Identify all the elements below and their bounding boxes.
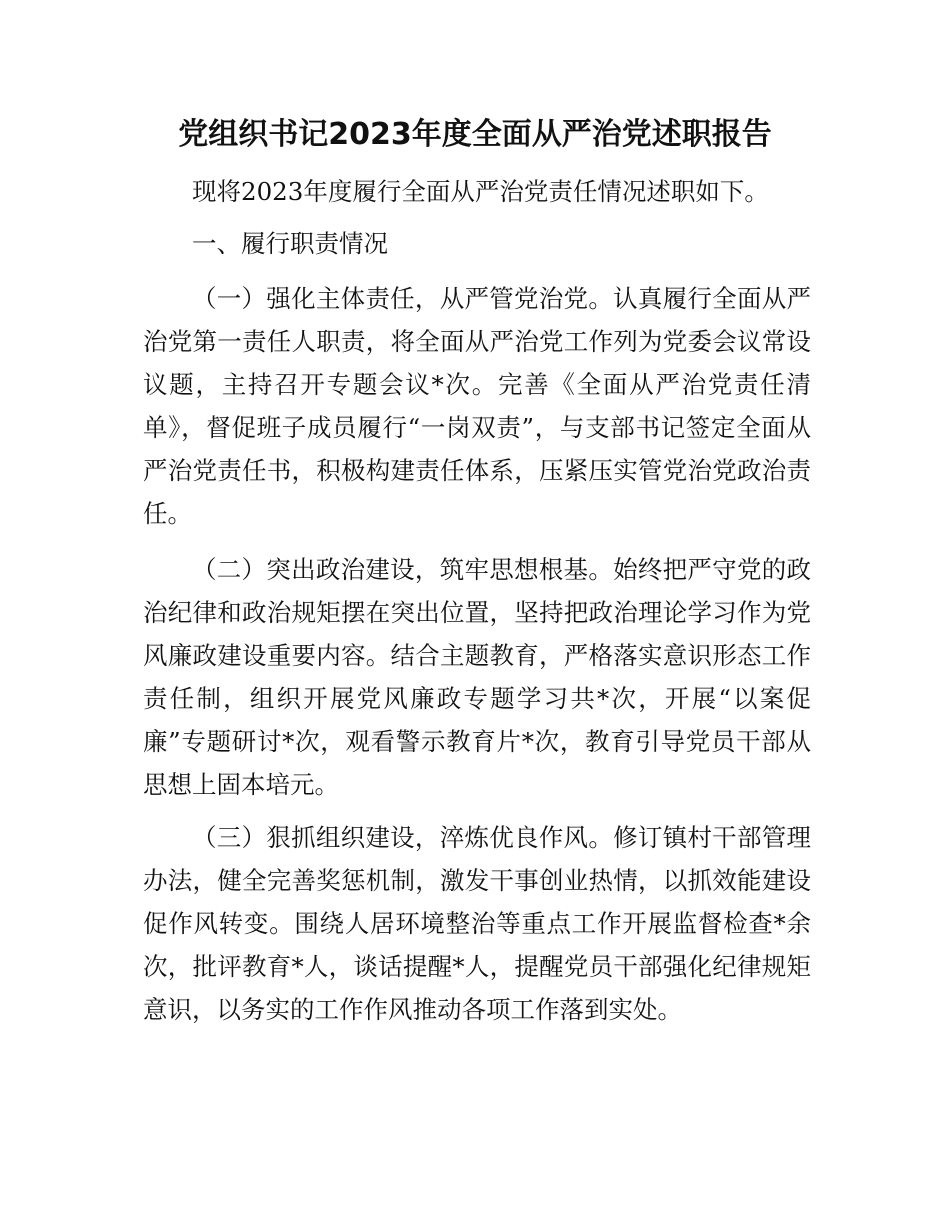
section-heading: 一、履行职责情况 [192,229,388,258]
paragraph-2: （二）突出政治建设，筑牢思想根基。始终把严守党的政治纪律和政治规矩摆在突出位置，坚持把政治理论学习作为党风廉政建设重要内容。结合主题教育，严格落实意识形态工作责任制，组织开展党风廉政专题学习共*次，开展“以案促廉”专题研讨*次，观看警示教育片*次，教育引导党员干部从思想上固本培元。 [143,555,811,799]
paragraph-1: （一）强化主体责任，从严管党治党。认真履行全面从严治党第一责任人职责，将全面从严治党工作列为党委会议常设议题，主持召开专题会议*次。完善《全面从严治党责任清单》，督促班子成员履行“一岗双责”，与支部书记签定全面从严治党责任书，积极构建责任体系，压紧压实管党治党政治责任。 [143,284,811,528]
intro-paragraph: 现将2023年度履行全面从严治党责任情况述职如下。 [192,177,769,206]
document-title: 党组织书记2023年度全面从严治党述职报告 [178,117,772,152]
paragraph-3: （三）狠抓组织建设，淬炼优良作风。修订镇村干部管理办法，健全完善奖惩机制，激发干事创业热情，以抓效能建设促作风转变。围绕人居环境整治等重点工作开展监督检查*余次，批评教育*人，谈话提醒*人，提醒党员干部强化纪律规矩意识，以务实的工作作风推动各项工作落到实处。 [143,823,811,1024]
